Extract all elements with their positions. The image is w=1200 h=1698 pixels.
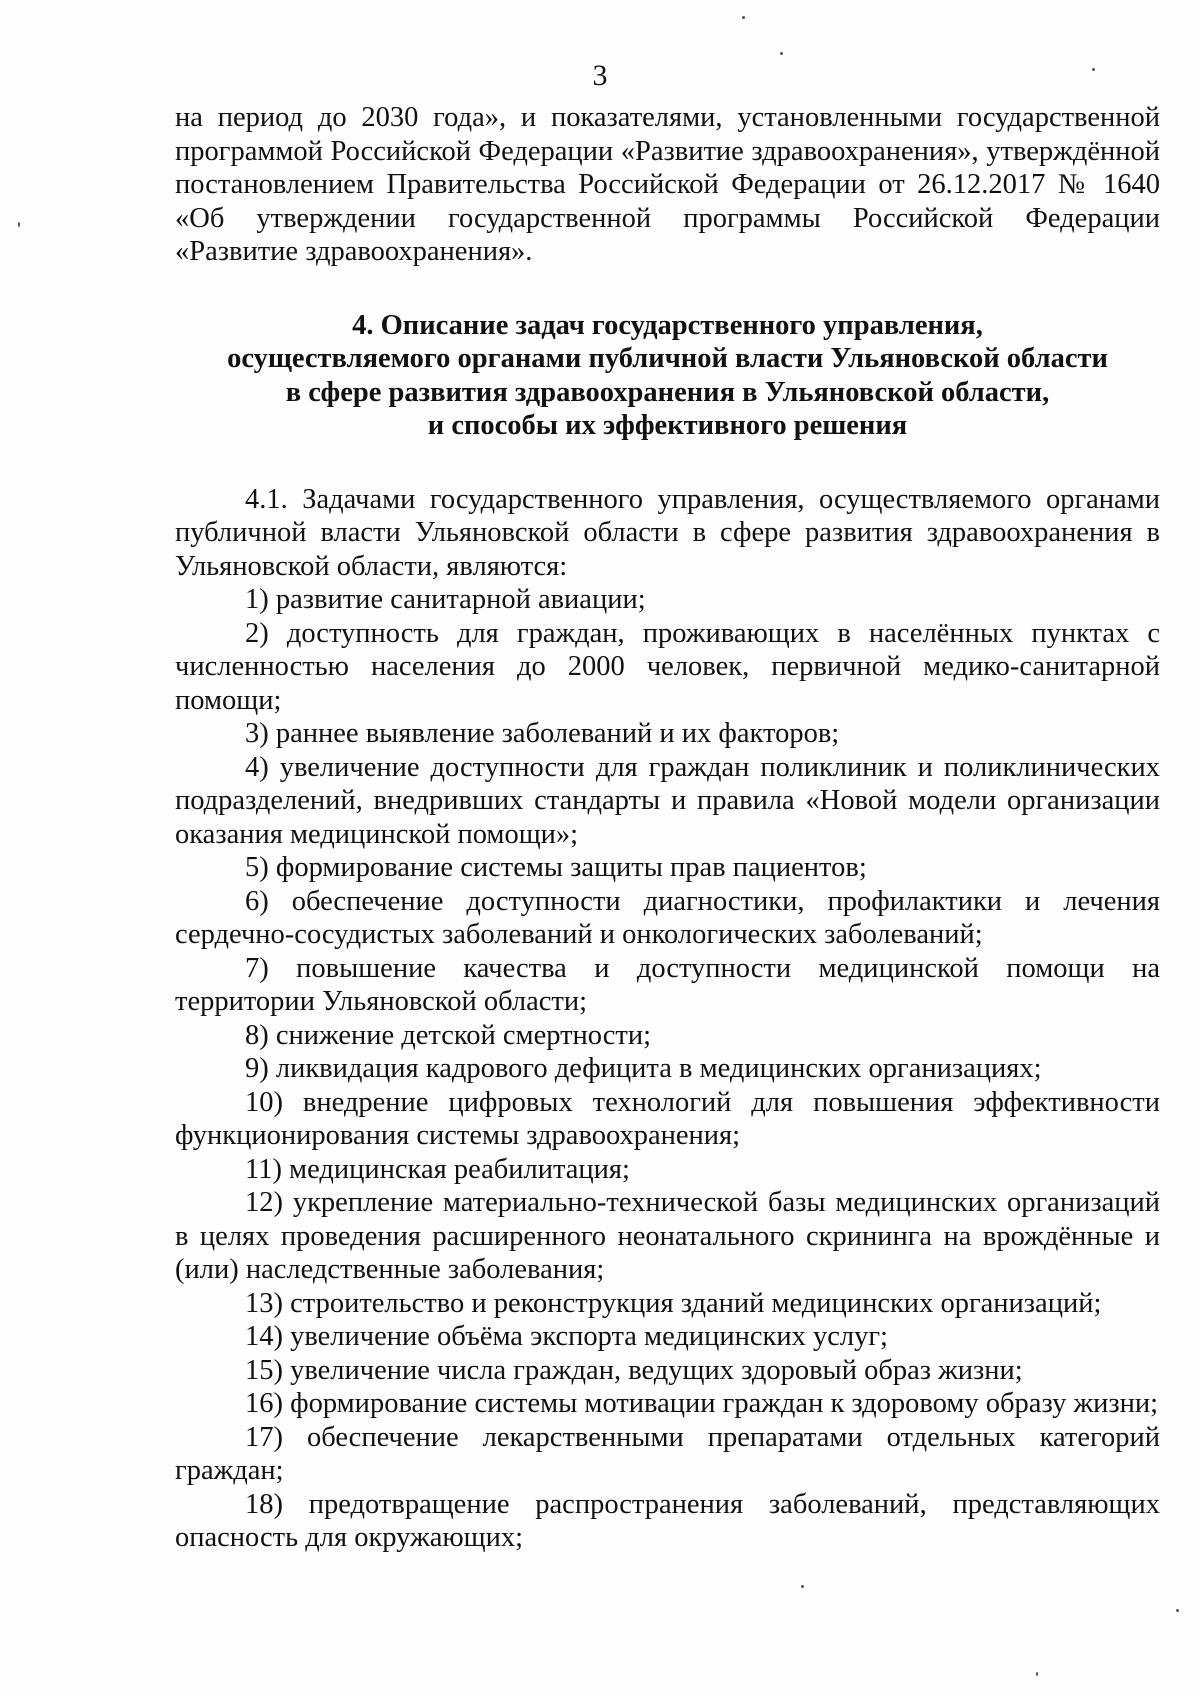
task-item: 7) повышение качества и доступности медицинской помощи на территории Ульяновской области; xyxy=(175,952,1160,1017)
task-item: 6) обеспечение доступности диагностики, профилактики и лечения сердечно-сосудистых заболеваний и онкологических заболеваний; xyxy=(175,885,1160,950)
page-number: 3 xyxy=(592,59,608,92)
task-item: 16) формирование системы мотивации граждан к здоровому образу жизни; xyxy=(245,1388,1159,1419)
scan-speck xyxy=(1092,68,1095,71)
scan-speck xyxy=(780,52,783,55)
task-item: 3) раннее выявление заболеваний и их факторов; xyxy=(245,718,840,749)
task-item: 11) медицинская реабилитация; xyxy=(245,1153,630,1185)
task-item: 13) строительство и реконструкция зданий медицинских организаций; xyxy=(245,1287,1102,1319)
section-heading xyxy=(175,309,1160,443)
task-item: 12) укрепление материально-технической базы медицинских организаций в целях проведения расширенного неонатального скрининга на врождённые и (или) наследственные заболевания; xyxy=(175,1187,1160,1285)
task-item: 10) внедрение цифровых технологий для повышения эффективности функционирования системы здравоохранения; xyxy=(175,1086,1160,1151)
scan-speck xyxy=(18,222,20,227)
section-heading-line: осуществляемого органами публичной власти Ульяновской области xyxy=(227,343,1108,374)
task-item: 15) увеличение числа граждан, ведущих здоровый образ жизни; xyxy=(245,1354,1023,1386)
task-item: 8) снижение детской смертности; xyxy=(245,1019,652,1051)
task-item: 14) увеличение объёма экспорта медицинских услуг; xyxy=(245,1321,888,1352)
task-item: 2) доступность для граждан, проживающих в населённых пунктах с численностью населения до 2000 человек, первичной медико-санитарной помощи; xyxy=(175,617,1160,716)
scan-speck xyxy=(801,1585,804,1588)
task-item: 9) ликвидация кадрового дефицита в медицинских организациях; xyxy=(245,1053,1042,1084)
lead-paragraph: 4.1. Задачами государственного управления, осуществляемого органами публичной власти Ульяновской области в сфере развития здравоохранения в Ульяновской области, являются: xyxy=(175,483,1160,582)
scan-speck xyxy=(1036,1672,1038,1676)
task-item: 1) развитие санитарной авиации; xyxy=(245,584,646,615)
scan-speck xyxy=(742,16,745,19)
task-item: 5) формирование системы защиты прав пациентов; xyxy=(245,852,867,883)
intro-paragraph: на период до 2030 года», и показателями, установленными государственной программой Российской Федерации «Развитие здравоохранения», утверждённой постановлением Правительства Российской Федерации от 26.12.2017 № 1640 «Об утверждении государственной программы Российской Федерации «Развитие здравоохранения». xyxy=(175,102,1160,267)
section-heading-line: и способы их эффективного решения xyxy=(427,410,908,441)
section-heading-line: 4. Описание задач государственного управления, xyxy=(352,309,983,341)
section-heading-line: в сфере развития здравоохранения в Ульяновской области, xyxy=(285,376,1050,408)
task-item: 4) увеличение доступности для граждан поликлиник и поликлинических подразделений, внедривших стандарты и правила «Новой модели организации оказания медицинской помощи»; xyxy=(175,751,1160,850)
scan-speck xyxy=(1176,1609,1179,1612)
task-item: 17) обеспечение лекарственными препаратами отдельных категорий граждан; xyxy=(175,1421,1160,1486)
task-item: 18) предотвращение распространения заболеваний, представляющих опасность для окружающих; xyxy=(175,1488,1160,1553)
task-list xyxy=(175,583,1160,1555)
document-body xyxy=(175,101,1160,1555)
